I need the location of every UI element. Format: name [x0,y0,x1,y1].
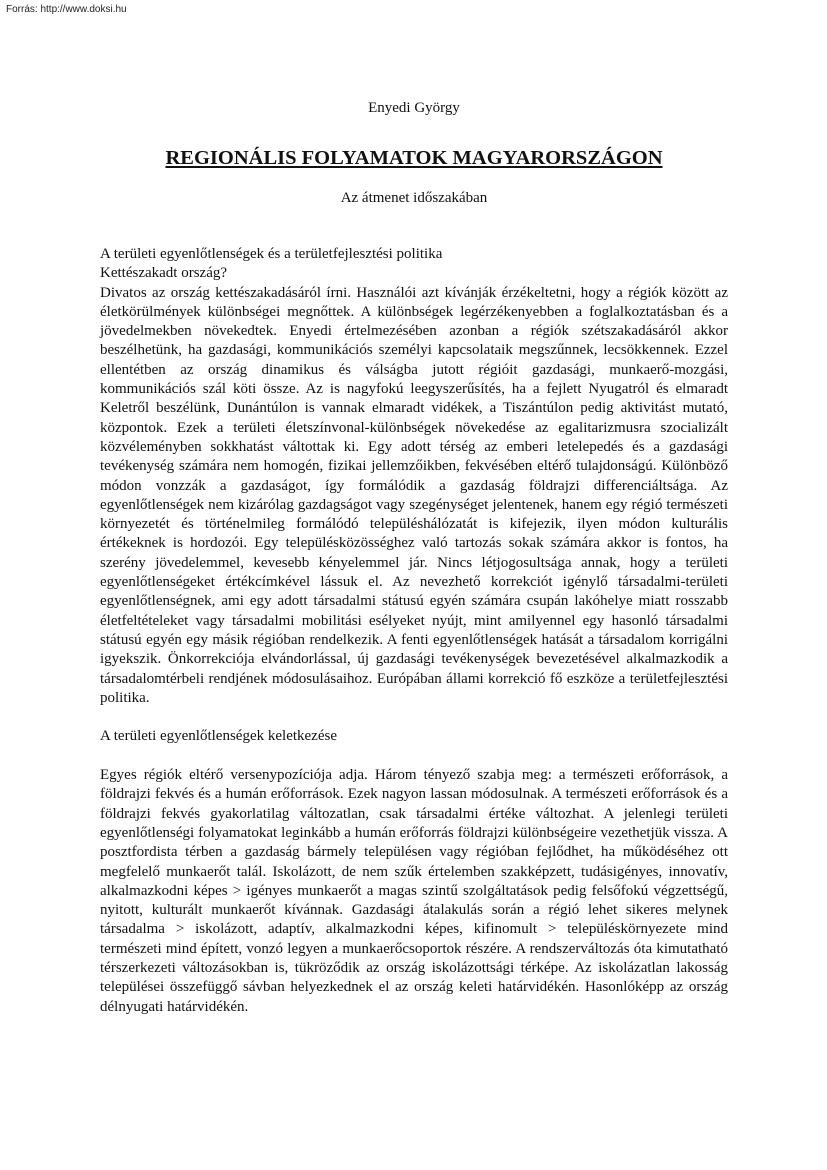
body-paragraph: Egyes régiók eltérő versenypozíciója adja. Három tényező szabja meg: a természeti erőforrások, a földrajzi fekvés és a humán erőforrások. Ezek nagyon lassan módosulnak. A természeti erőforrások és a földrajzi fekvés gyakorlatilag változatlan, csak társadalmi értéke változhat. A jelenlegi területi egyenlőtlenségi folyamatokat leginkább a humán erőforrás földrajzi különbségeire vezethetjük vissza. A posztfordista térben a gazdaság bármely településen vagy régióban fejlődhet, ha működéséhez ott megfelelő munkaerőt talál. Iskolázott, de nem szűk értelemben szakképzett, tudásigényes, innovatív, alkalmazkodni képes > igényes munkaerőt a magas szintű szolgáltatások pedig felsőfokú végzettségű, nyitott, kulturált munkaerőt kívánnak. Gazdasági átalakulás során a régió lehet sikeres melynek társadalma > iskolázott, adaptív, alkalmazkodni képes, kifinomult > településkörnyezete mind természeti mind épített, vonzó legyen a munkaerőcsoportok részére. A rendszerváltozás óta kimutatható térszerkezeti változásokban is, tükröződik az ország iskolázottsági térképe. Az iskolázatlan lakosság települései összefüggő sávban helyezkednek el az ország keleti határvidékén. Hasonlóképp az ország délnyugati határvidékén. [100,767,728,1015]
author-name: Enyedi György [368,100,460,116]
section-subheading: Kettészakadt ország? [100,265,228,282]
document-title: REGIONÁLIS FOLYAMATOK MAGYARORSZÁGON [165,147,663,169]
body-paragraph: Divatos az ország kettészakadásáról írni. Használói azt kívánják érzékeltetni, hogy a régiók között az életkörülmények különbségei megnőttek. A különbségek legérzékenyebben a foglalkoztatásban és a jövedelmekben növekedtek. Enyedi értelmezésében azonban a régiók szétszakadásáról akkor beszélhetünk, ha gazdasági, kommunikációs személyi kapcsolataik megszűnnek, lecsökkennek. Ezzel ellentétben az ország dinamikus és válságba jutott régióit gazdasági, munkaerő-mozgási, kommunikációs szál köti össze. Az is nagyfokú leegyszerűsítés, ha a fejlett Nyugatról és elmaradt Keletről beszélünk, Dunántúlon is vannak elmaradt vidékek, a Tiszántúlon pedig aktivitást mutató, központok. Ezek a területi életszínvonal-különbségek növekedése az egalitarizmusra szocializált közvéleményben sokkhatást váltottak ki. Egy adott térség az emberi letelepedés és a gazdasági tevékenység számára nem homogén, fizikai jellemzőikben, fekvésében eltérő tulajdonságú. Különböző módon vonzzák a gazdaságot, így formálódik a gazdaság földrajzi differenciáltsága. Az egyenlőtlenségek nem kizárólag gazdagságot vagy szegénységet jelentenek, hanem egy régió természeti környezetét és történelmileg formálódó településhálózatát is kifejezik, ilyen módon kulturális értékeknek is hordozói. Egy településközösséghez való tartozás sokak számára akkor is fontos, ha szerény jövedelemmel, kevesebb kényelemmel jár. Nincs létjogosultsága annak, hogy a területi egyenlőtlenségeket értékcímkével lássuk el. Az nevezhető korrekciót igénylő társadalmi-területi egyenlőtlenségnek, ami egy adott társadalmi státusú egyén számára csupán lakóhelye miatt rosszabb életfeltételeket vagy társadalmi mobilitási esélyeket nyújt, mint amilyennel egy hasonló társadalmi státusú egyén egy másik régióban rendelkezik. A fenti egyenlőtlenségek hatását a társadalom korrigálni igyekszik. Önkorrekciója elvándorlással, új gazdasági tevékenységek bevezetésével alkalmazkodik a társadalomtérbeli rendjének módosulásaihoz. Európában állami korrekció fő eszköze a területfejlesztési politika. [100,284,728,706]
source-url[interactable]: Forrás: http://www.doksi.hu [6,4,127,15]
paragraph-spacer [100,747,728,766]
document-subtitle: Az átmenet időszakában [340,190,488,206]
document-body [100,245,728,1017]
section-heading: A területi egyenlőtlenségek és a területfejlesztési politika [100,246,443,262]
paragraph-spacer [100,708,728,727]
section-heading: A területi egyenlőtlenségek keletkezése [100,728,337,745]
